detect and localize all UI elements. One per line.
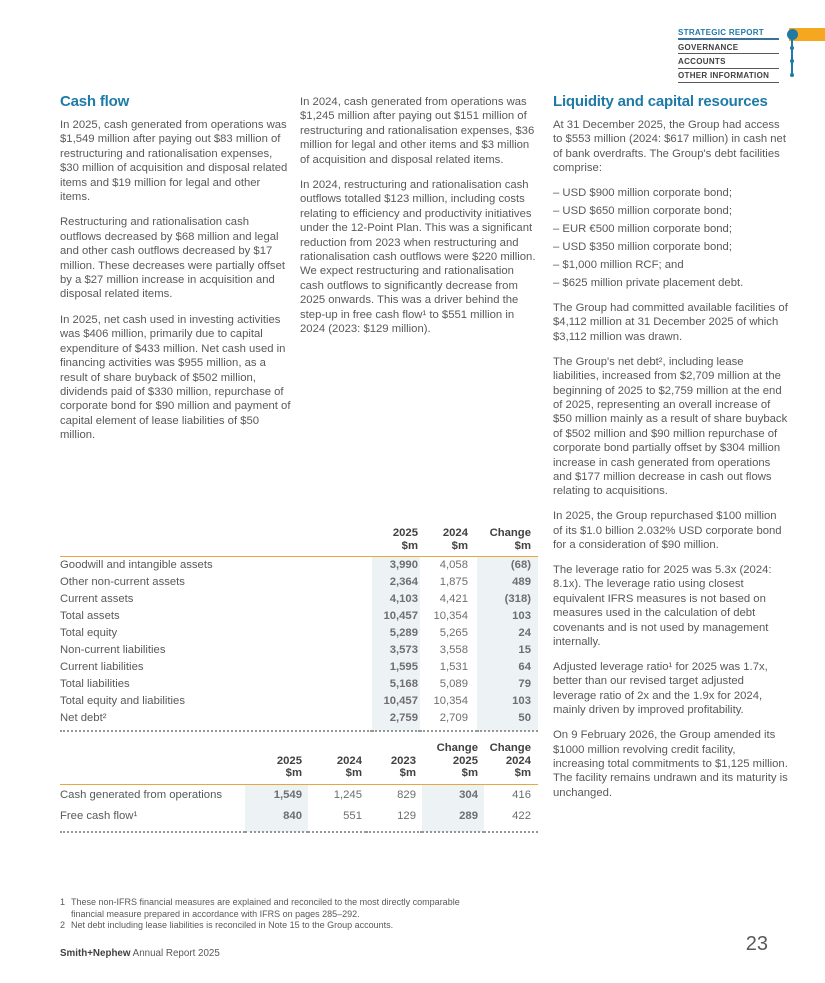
connector-dot (790, 73, 794, 77)
paragraph: In 2025, the Group repurchased $100 million of its $1.0 billion 2.032% USD corporate bond for a consideration of $90 million. (553, 510, 782, 552)
row-label: Total assets (60, 610, 120, 622)
paragraph: In 2025, net cash used in investing activities was $406 million, primarily due to capital expenditure of $433 million. Net cash used in financing activities was $955 million, as a result of share buyback of $502 million, dividends paid of $330 million, repurchase of corporate bond for $90 million and payment of capital element of lease liabilities of $50 million. (60, 313, 291, 442)
cell-change: 24 (477, 625, 538, 642)
cell-2025: 840 (245, 806, 308, 832)
cell-2023: 829 (397, 788, 416, 801)
cell-2025: 5,168 (372, 676, 420, 693)
liquidity-column (553, 93, 789, 811)
footer-text: Annual Report 2025 (130, 948, 220, 959)
cash-flow-column (60, 93, 293, 454)
connector-dot (790, 59, 794, 63)
debt-facility-item: – USD $350 million corporate bond; (553, 240, 732, 253)
table-row (60, 659, 538, 676)
cell-change: (318) (477, 591, 538, 608)
debt-facility-item: – $1,000 million RCF; and (553, 258, 684, 271)
row-label: Current liabilities (60, 661, 144, 673)
page-number: 23 (745, 933, 768, 955)
header-2024: 2024 $m (308, 742, 366, 784)
table-row (60, 806, 538, 832)
paragraph: Restructuring and rationalisation cash outflows decreased by $68 million and legal and other cash outflows decreased by $17 million. These decreases were partially offset by a $27 million increase in acquisition and disposal related items. (60, 216, 285, 301)
cell-2024: 2,709 (420, 710, 477, 731)
paragraph: Adjusted leverage ratio¹ for 2025 was 1.7x, better than our revised target adjusted leverage ratio of 2x and the 1.9x for 2024, mainly driven by improved profitability. (553, 661, 768, 717)
nav-connector-line (791, 38, 793, 76)
footnote-text: These non-IFRS financial measures are explained and reconciled to the most directly comparable financial measure prepared in accordance with IFRS on pages 285–292. (71, 897, 460, 919)
cell-change-2024: 422 (484, 806, 538, 832)
cell-2024: 551 (308, 806, 366, 832)
footnote (60, 920, 480, 932)
table-row (60, 710, 538, 731)
nav-item-accounts[interactable]: ACCOUNTS (678, 54, 779, 68)
row-label: Net debt² (60, 710, 372, 731)
cell-2025: 3,990 (372, 557, 420, 575)
footnotes (60, 897, 480, 932)
table-row (60, 608, 538, 625)
cell-2025: 1,595 (372, 659, 420, 676)
cell-2025: 3,573 (372, 642, 420, 659)
table-row (60, 676, 538, 693)
cell-2025: 10,457 (372, 693, 420, 710)
cell-2025: 2,759 (372, 710, 420, 731)
paragraph: In 2025, cash generated from operations was $1,549 million after paying out $83 million of restructuring and rationalisation expenses, $30 million of acquisition and disposal related items and $19 million for legal and other items. (60, 119, 288, 204)
table-header-row (60, 742, 538, 784)
brand-name: Smith+Nephew (60, 948, 131, 959)
nav-item-other-information[interactable]: OTHER INFORMATION (678, 69, 779, 83)
paragraph: In 2024, restructuring and rationalisation cash outflows totalled $123 million, including costs relating to efficiency and productivity initiatives under the 12-Point Plan. This was a significant reduction from 2023 when restructuring and rationalisation cash outflows were $220 million. We expect restructuring and rationalisation cash outflows to significantly decrease from 2025 onwards. This was a driver behind the step-up in free cash flow¹ to $551 million in 2024 (2023: $129 million). (300, 179, 536, 336)
footnote-number: 2 (60, 920, 66, 930)
row-label: Total liabilities (60, 678, 130, 690)
cell-2023: 129 (366, 806, 422, 832)
cell-2024: 3,558 (439, 644, 468, 656)
cell-change: 15 (477, 642, 538, 659)
paragraph: The Group's net debt², including lease liabilities, increased from $2,709 million at the beginning of 2025 to $2,759 million at the end of 2025, representing an overall increase of $50 million mainly as a result of share buyback of $502 million and $90 million repurchase of corporate bond partially offset by $304 million increase in cash generated from operations and $177 million decrease in cash out flows relating to acquisitions. (553, 355, 788, 498)
header-change-2024: Change 2024 $m (484, 742, 538, 784)
footnote-number: 1 (60, 897, 66, 907)
row-label: Free cash flow¹ (60, 806, 245, 832)
cell-2024: 5,265 (439, 627, 468, 639)
header-blank (60, 742, 245, 784)
debt-facility-item: – $625 million private placement debt. (553, 276, 744, 289)
cell-2024: 10,354 (433, 610, 468, 622)
cell-change: 103 (477, 693, 538, 710)
cell-change: 489 (477, 574, 538, 591)
debt-facility-item: – EUR €500 million corporate bond; (553, 222, 732, 235)
cell-change: 103 (477, 608, 538, 625)
balance-sheet-table (60, 527, 538, 732)
header-2024: 2024 $m (420, 527, 477, 557)
cell-2024: 5,089 (439, 678, 468, 690)
header-2025: 2025 $m (245, 742, 308, 784)
paragraph: The Group had committed available facilities of $4,112 million at 31 December 2025 of which $3,112 million was drawn. (553, 302, 788, 343)
cell-2024: 1,531 (439, 661, 468, 673)
debt-facility-item: – USD $900 million corporate bond; (553, 187, 732, 200)
table-row (60, 784, 538, 806)
cell-change: 64 (477, 659, 538, 676)
cell-change: 79 (477, 676, 538, 693)
nav-item-strategic-report[interactable]: STRATEGIC REPORT (678, 25, 779, 40)
table-row (60, 693, 538, 710)
cell-2024: 1,875 (439, 576, 468, 588)
cell-change-2025: 304 (422, 784, 484, 806)
cell-2024: 4,058 (439, 559, 468, 571)
row-label: Goodwill and intangible assets (60, 559, 213, 571)
table-row (60, 642, 538, 659)
table-row (60, 557, 538, 575)
nav-item-governance[interactable]: GOVERNANCE (678, 40, 779, 54)
cell-change-2024: 416 (512, 788, 531, 801)
row-label: Current assets (60, 593, 134, 605)
header-change: Change $m (477, 527, 538, 557)
table-header-row (60, 527, 538, 557)
report-footer (60, 948, 220, 959)
debt-facility-item: – USD $650 million corporate bond; (553, 205, 732, 218)
cell-change: (68) (477, 557, 538, 575)
paragraph: On 9 February 2026, the Group amended its $1000 million revolving credit facility, increasing total commitments to $1,125 million. The facility remains undrawn and its maturity is unchanged. (553, 729, 788, 799)
liquidity-heading: Liquidity and capital resources (553, 93, 768, 110)
row-label: Cash generated from operations (60, 788, 223, 801)
connector-dot (790, 46, 794, 50)
table-row (60, 574, 538, 591)
cell-2025: 4,103 (372, 591, 420, 608)
cell-2024: 1,245 (333, 788, 362, 801)
cell-2025: 1,549 (245, 784, 308, 806)
header-2025: 2025 $m (372, 527, 420, 557)
nav-marker-dot (787, 29, 798, 40)
paragraph: The leverage ratio for 2025 was 5.3x (2024: 8.1x). The leverage ratio using closest equivalent IFRS measures is not based on measures used in the calculation of debt covenants and is not used by management internally. (553, 564, 772, 649)
header-change-2025: Change 2025 $m (422, 742, 484, 784)
cell-2025: 2,364 (372, 574, 420, 591)
cash-flow-table (60, 742, 538, 833)
financial-tables (60, 527, 538, 833)
paragraph: In 2024, cash generated from operations was $1,245 million after paying out $151 million of restructuring and rationalisation expenses, $36 million for legal and other items and $3 million of acquisition and disposal related items. (300, 96, 535, 166)
row-label: Total equity and liabilities (60, 695, 185, 707)
cell-change-2025: 289 (422, 806, 484, 832)
footnote (60, 897, 480, 920)
row-label: Non-current liabilities (60, 644, 166, 656)
header-2023: 2023 $m (366, 742, 422, 784)
table-row (60, 625, 538, 642)
cell-2024: 4,421 (439, 593, 468, 605)
cell-2025: 10,457 (372, 608, 420, 625)
row-label: Other non-current assets (60, 576, 185, 588)
cell-2024: 10,354 (433, 695, 468, 707)
footnote-text: Net debt including lease liabilities is reconciled in Note 15 to the Group accounts. (71, 920, 394, 930)
row-label: Total equity (60, 627, 118, 639)
cell-2025: 5,289 (372, 625, 420, 642)
cell-change: 50 (477, 710, 538, 731)
header-blank (60, 527, 372, 557)
table-row (60, 591, 538, 608)
paragraph: At 31 December 2025, the Group had access to $553 million (2024: $617 million) in cash net of bank overdrafts. The Group's debt facilities comprise: (553, 119, 786, 175)
cash-flow-column-continued (300, 95, 537, 348)
section-nav (678, 25, 779, 83)
cash-flow-heading: Cash flow (60, 93, 130, 110)
